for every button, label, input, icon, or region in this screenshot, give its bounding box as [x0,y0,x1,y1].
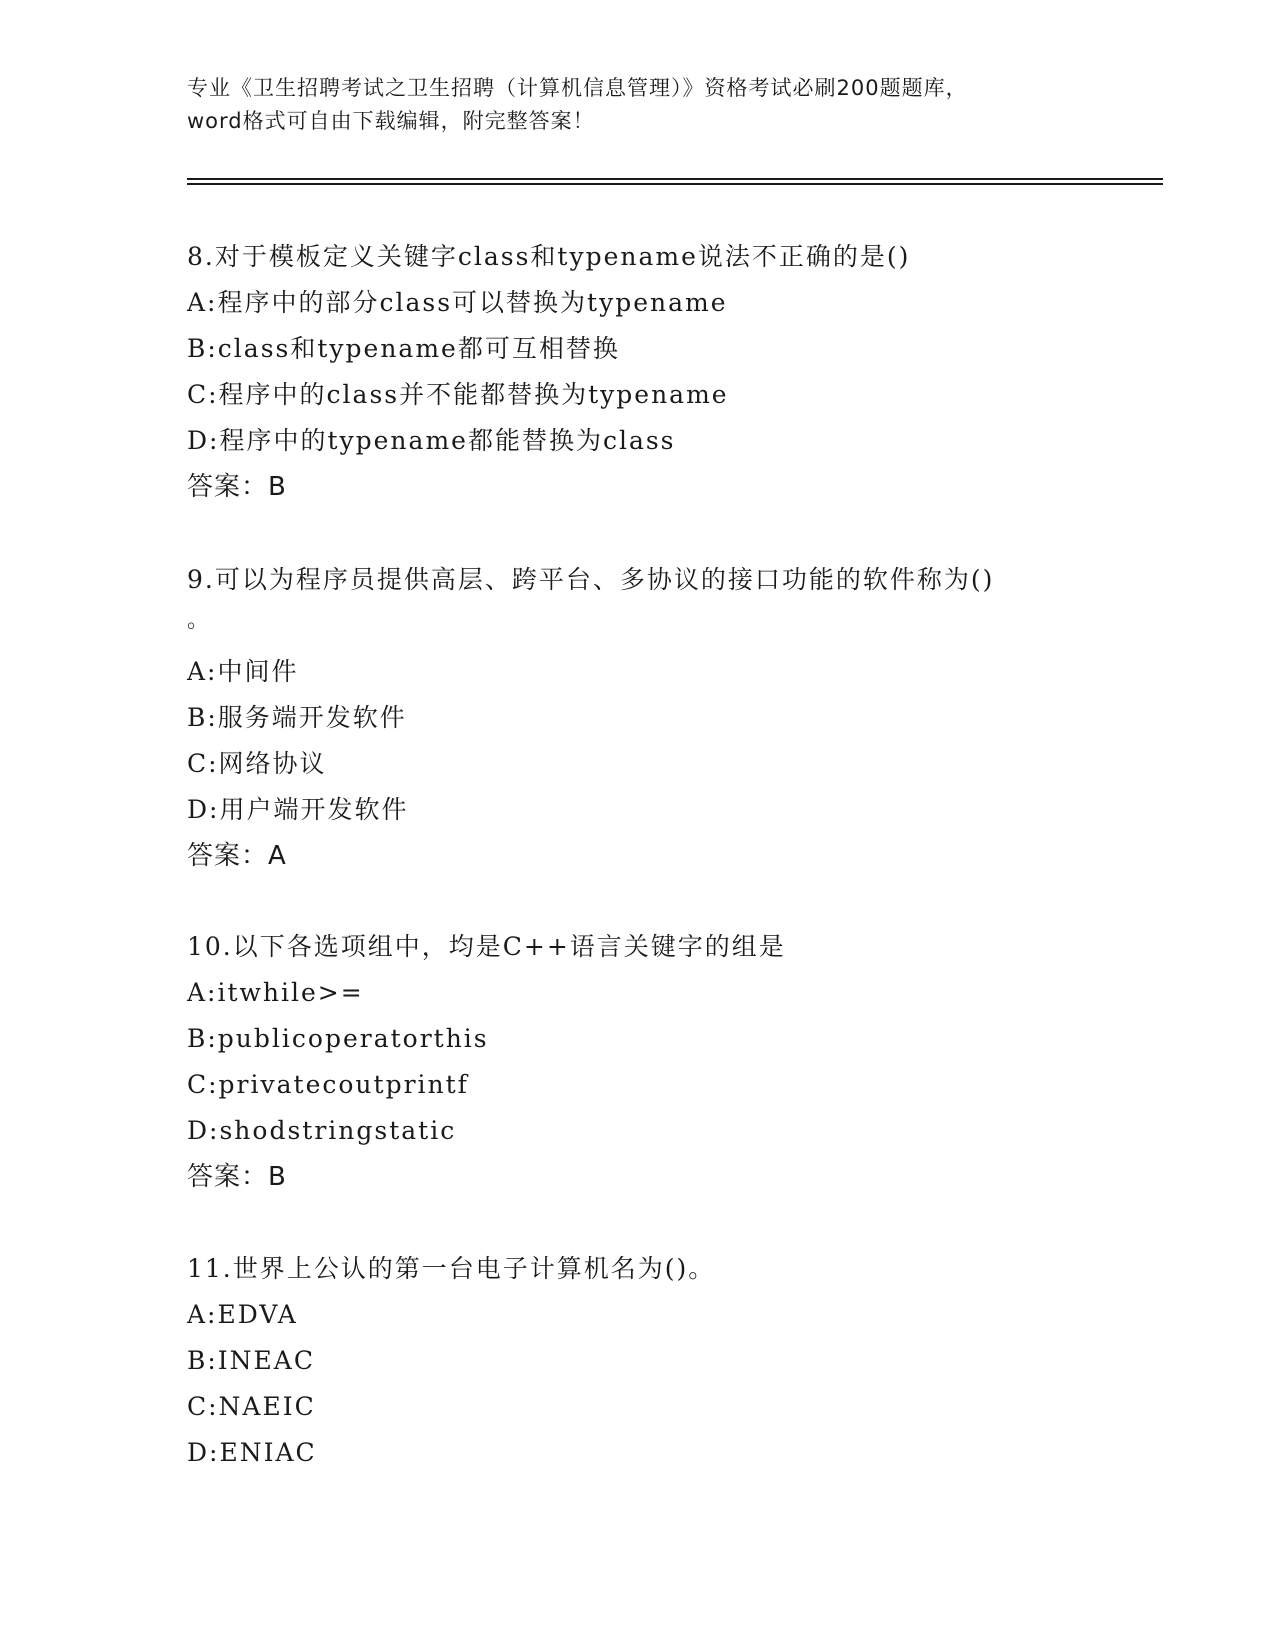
question-11 [187,1246,1087,1476]
option-a: A:程序中的部分class可以替换为typename [187,288,728,317]
question-8 [187,234,1087,510]
option-d: D:用户端开发软件 [187,795,409,824]
question-stem: 11.世界上公认的第一台电子计算机名为()。 [187,1254,716,1283]
question-9 [187,557,1087,879]
option-c: C:程序中的class并不能都替换为typename [187,380,729,409]
option-d: D:shodstringstatic [187,1116,457,1145]
question-stem-continuation: 。 [187,608,212,633]
answer-line: 答案：B [187,472,287,502]
option-a: A:itwhile>= [187,978,364,1007]
option-b: B:服务端开发软件 [187,703,407,732]
header-line-1: 专业《卫生招聘考试之卫生招聘（计算机信息管理）》资格考试必刷200题题库， [187,76,968,100]
option-c: C:NAEIC [187,1392,316,1421]
option-c: C:privatecoutprintf [187,1070,469,1099]
option-d: D:ENIAC [187,1438,317,1467]
question-stem: 10.以下各选项组中，均是C++语言关键字的组是 [187,932,786,961]
answer-line: 答案：A [187,841,287,871]
document-header [187,72,1087,138]
option-c: C:网络协议 [187,749,327,778]
header-divider-bottom [187,183,1163,185]
option-b: B:class和typename都可互相替换 [187,334,620,363]
option-a: A:中间件 [187,657,299,686]
header-divider-top [187,178,1163,180]
option-b: B:publicoperatorthis [187,1024,489,1053]
header-line-2: word格式可自由下载编辑，附完整答案！ [187,109,595,133]
option-b: B:INEAC [187,1346,315,1375]
question-stem: 8.对于模板定义关键字class和typename说法不正确的是() [187,242,911,271]
question-10 [187,924,1087,1200]
question-stem: 9.可以为程序员提供高层、跨平台、多协议的接口功能的软件称为() [187,565,995,594]
answer-line: 答案：B [187,1162,287,1192]
option-d: D:程序中的typename都能替换为class [187,426,676,455]
option-a: A:EDVA [187,1300,298,1329]
